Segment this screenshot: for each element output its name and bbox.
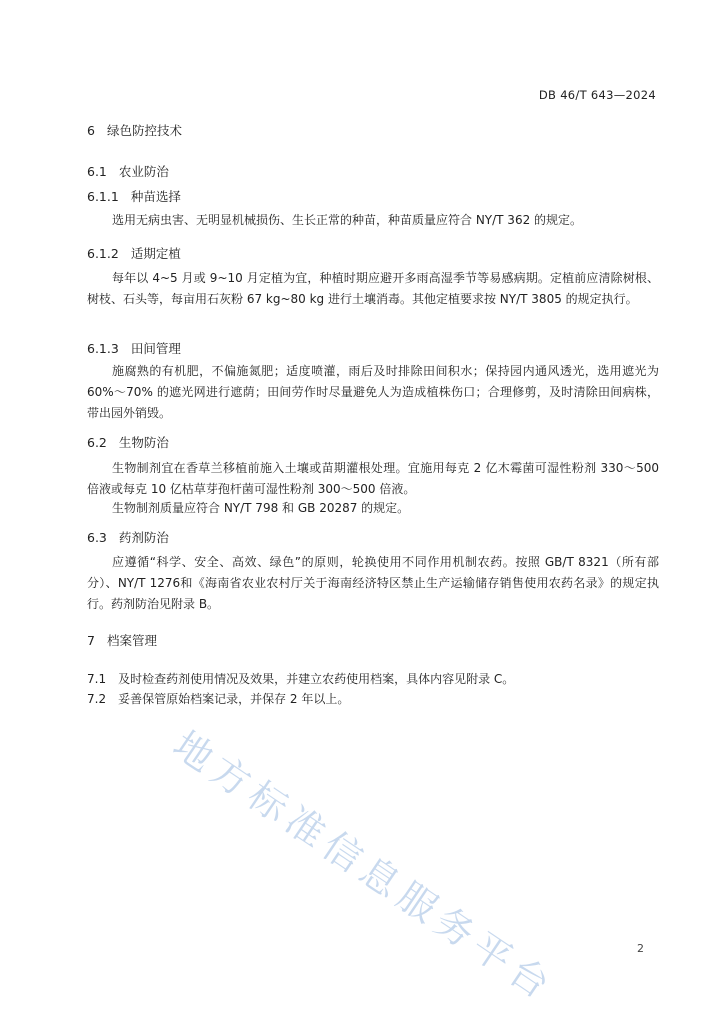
section-title: 药剂防治 [118,530,169,545]
document-code: DB 46/T 643—2024 [538,88,656,102]
section-6-3-heading [87,528,169,546]
section-6-1-1-heading [87,187,181,205]
section-6-1-2-heading [87,244,181,262]
section-title: 档案管理 [106,633,157,648]
section-6-1-3-heading [87,339,181,357]
page-number: 2 [637,942,644,955]
item-number: 7.1 [87,672,107,686]
section-7-1-item [87,670,514,687]
section-6-1-heading [87,162,169,180]
section-6-1-2-paragraph: 每年以 4~5 月或 9~10 月定植为宜，种植时期应避开多雨高湿季节等易感病期。定植前应清除树根、树枝、石头等，每亩用石灰粉 67 kg~80 kg 进行土壤消毒。其他定植要求按 NY/T 3805 的规定执行。 [87,271,659,306]
item-number: 7.2 [87,692,107,706]
section-6-2-heading [87,433,169,451]
section-number: 6.1.2 [87,246,119,261]
section-6-2-paragraph-2: 生物制剂质量应符合 NY/T 798 和 GB 20287 的规定。 [112,501,410,515]
section-number: 6.3 [87,530,107,545]
item-text: 妥善保管原始档案记录，并保存 2 年以上。 [118,692,350,706]
section-number: 6.1 [87,164,107,179]
section-number: 6.1.1 [87,189,119,204]
section-6-heading [87,121,182,139]
section-number: 6.1.3 [87,341,119,356]
section-6-2-paragraph-1: 生物制剂宜在香草兰移植前施入土壤或苗期灌根处理。宜施用每克 2 亿木霉菌可湿性粉剂 330～500 倍液或每克 10 亿枯草芽孢杆菌可湿性粉剂 300～500 倍液。 [87,461,659,496]
section-number: 7 [87,633,95,648]
section-title: 田间管理 [130,341,181,356]
section-title: 农业防治 [118,164,169,179]
section-number: 6 [87,123,95,138]
section-7-2-item [87,690,349,707]
section-6-1-1-paragraph: 选用无病虫害、无明显机械损伤、生长正常的种苗，种苗质量应符合 NY/T 362 的规定。 [112,213,583,227]
section-title: 生物防治 [118,435,169,450]
section-6-3-paragraph: 应遵循“科学、安全、高效、绿色”的原则，轮换使用不同作用机制农药。按照 GB/T 8321（所有部分）、NY/T 1276和《海南省农业农村厅关于海南经济特区禁止生产运输储存销售使用农药名录》的规定执行。药剂防治见附录 B。 [87,555,659,611]
section-title: 绿色防控技术 [106,123,182,138]
section-7-heading [87,631,157,649]
section-number: 6.2 [87,435,107,450]
watermark: 地方标准信息服务平台 [165,722,564,1011]
section-6-1-3-paragraph: 施腐熟的有机肥，不偏施氮肥；适度喷灌，雨后及时排除田间积水；保持园内通风透光，选用遮光为 60%～70% 的遮光网进行遮荫；田间劳作时尽量避免人为造成植株伤口；合理修剪，及时清除田间病株，带出园外销毁。 [87,364,659,420]
item-text: 及时检查药剂使用情况及效果，并建立农药使用档案，具体内容见附录 C。 [118,672,515,686]
section-title: 适期定植 [130,246,181,261]
section-title: 种苗选择 [130,189,181,204]
